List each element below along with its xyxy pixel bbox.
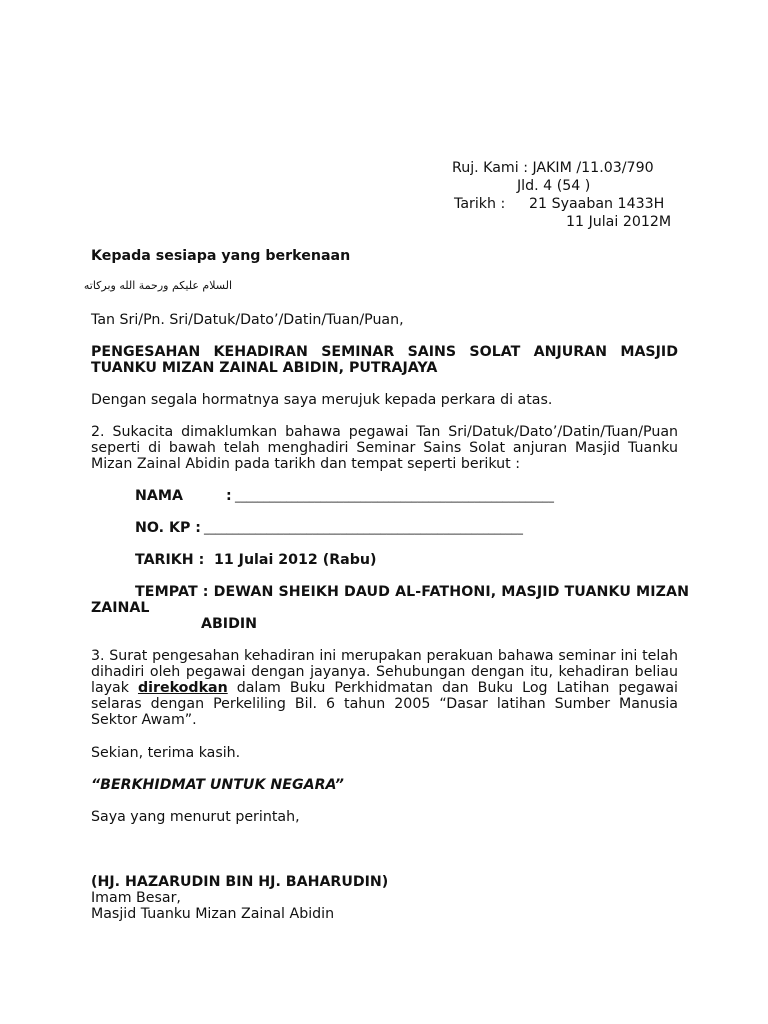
date-hijri: 21 Syaaban 1433H bbox=[529, 196, 665, 212]
kp-label: NO. KP : bbox=[135, 520, 201, 536]
signatory-organization: Masjid Tuanku Mizan Zainal Abidin bbox=[91, 906, 335, 922]
addressee: Kepada sesiapa yang berkenaan bbox=[91, 248, 351, 264]
date-label: Tarikh : bbox=[454, 196, 506, 212]
tempat-line-3: ABIDIN bbox=[201, 616, 258, 632]
arabic-greeting: السلام عليكم ورحمة الله وبركاته bbox=[83, 279, 232, 292]
closing: Sekian, terima kasih. bbox=[91, 745, 241, 761]
motto: “BERKHIDMAT UNTUK NEGARA” bbox=[91, 777, 344, 793]
kp-blank: ________________________________________________________ bbox=[204, 521, 523, 535]
reference-volume: Jld. 4 (54 ) bbox=[517, 178, 591, 194]
tarikh-label: TARIKH : bbox=[135, 552, 205, 568]
paragraph-2: 2. Sukacita dimaklumkan bahawa pegawai Tan Sri/Datuk/Dato’/Datin/Tuan/Puan seperti di bawah telah menghadiri Seminar Sains Solat anjuran Masjid Tuanku Mizan Zainal Abidin pada tarikh dan tempat seperti berikut : bbox=[91, 424, 678, 472]
paragraph-3-emphasis: direkodkan bbox=[137, 680, 228, 696]
order-line: Saya yang menurut perintah, bbox=[91, 809, 300, 825]
date-gregorian: 11 Julai 2012M bbox=[566, 214, 672, 230]
tempat-line-2: ZAINAL bbox=[91, 600, 150, 616]
paragraph-3-end: dalam Buku Perkhidmatan dan Buku Log Latihan pegawai selaras dengan Perkeliling Bil. 6 tahun 2005 “Dasar latihan Sumber Manusia Sektor Awam”. bbox=[91, 680, 678, 728]
paragraph-3 bbox=[91, 648, 678, 728]
tarikh-value: 11 Julai 2012 (Rabu) bbox=[214, 552, 377, 568]
nama-label: NAMA bbox=[135, 488, 183, 504]
signatory-name: (HJ. HAZARUDIN BIN HJ. BAHARUDIN) bbox=[91, 874, 389, 890]
paragraph-3-start: 3. Surat pengesahan kehadiran ini merupakan perakuan bahawa seminar ini telah dihadiri oleh pegawai dengan jayanya. Sehubungan dengan itu, kehadiran beliau layak bbox=[91, 648, 678, 696]
reference-number: Ruj. Kami : JAKIM /11.03/790 bbox=[452, 160, 654, 176]
subject-heading: PENGESAHAN KEHADIRAN SEMINAR SAINS SOLAT ANJURAN MASJID TUANKU MIZAN ZAINAL ABIDIN, PUTRAJAYA bbox=[91, 344, 678, 376]
signatory-title: Imam Besar, bbox=[91, 890, 181, 906]
salutation: Tan Sri/Pn. Sri/Datuk/Dato’/Datin/Tuan/Puan, bbox=[91, 312, 404, 328]
nama-colon: : bbox=[226, 488, 232, 504]
nama-blank: ________________________________________________________ bbox=[235, 489, 554, 503]
intro-paragraph: Dengan segala hormatnya saya merujuk kepada perkara di atas. bbox=[91, 392, 553, 408]
tempat-line-1: TEMPAT : DEWAN SHEIKH DAUD AL-FATHONI, MASJID TUANKU MIZAN bbox=[135, 584, 690, 600]
